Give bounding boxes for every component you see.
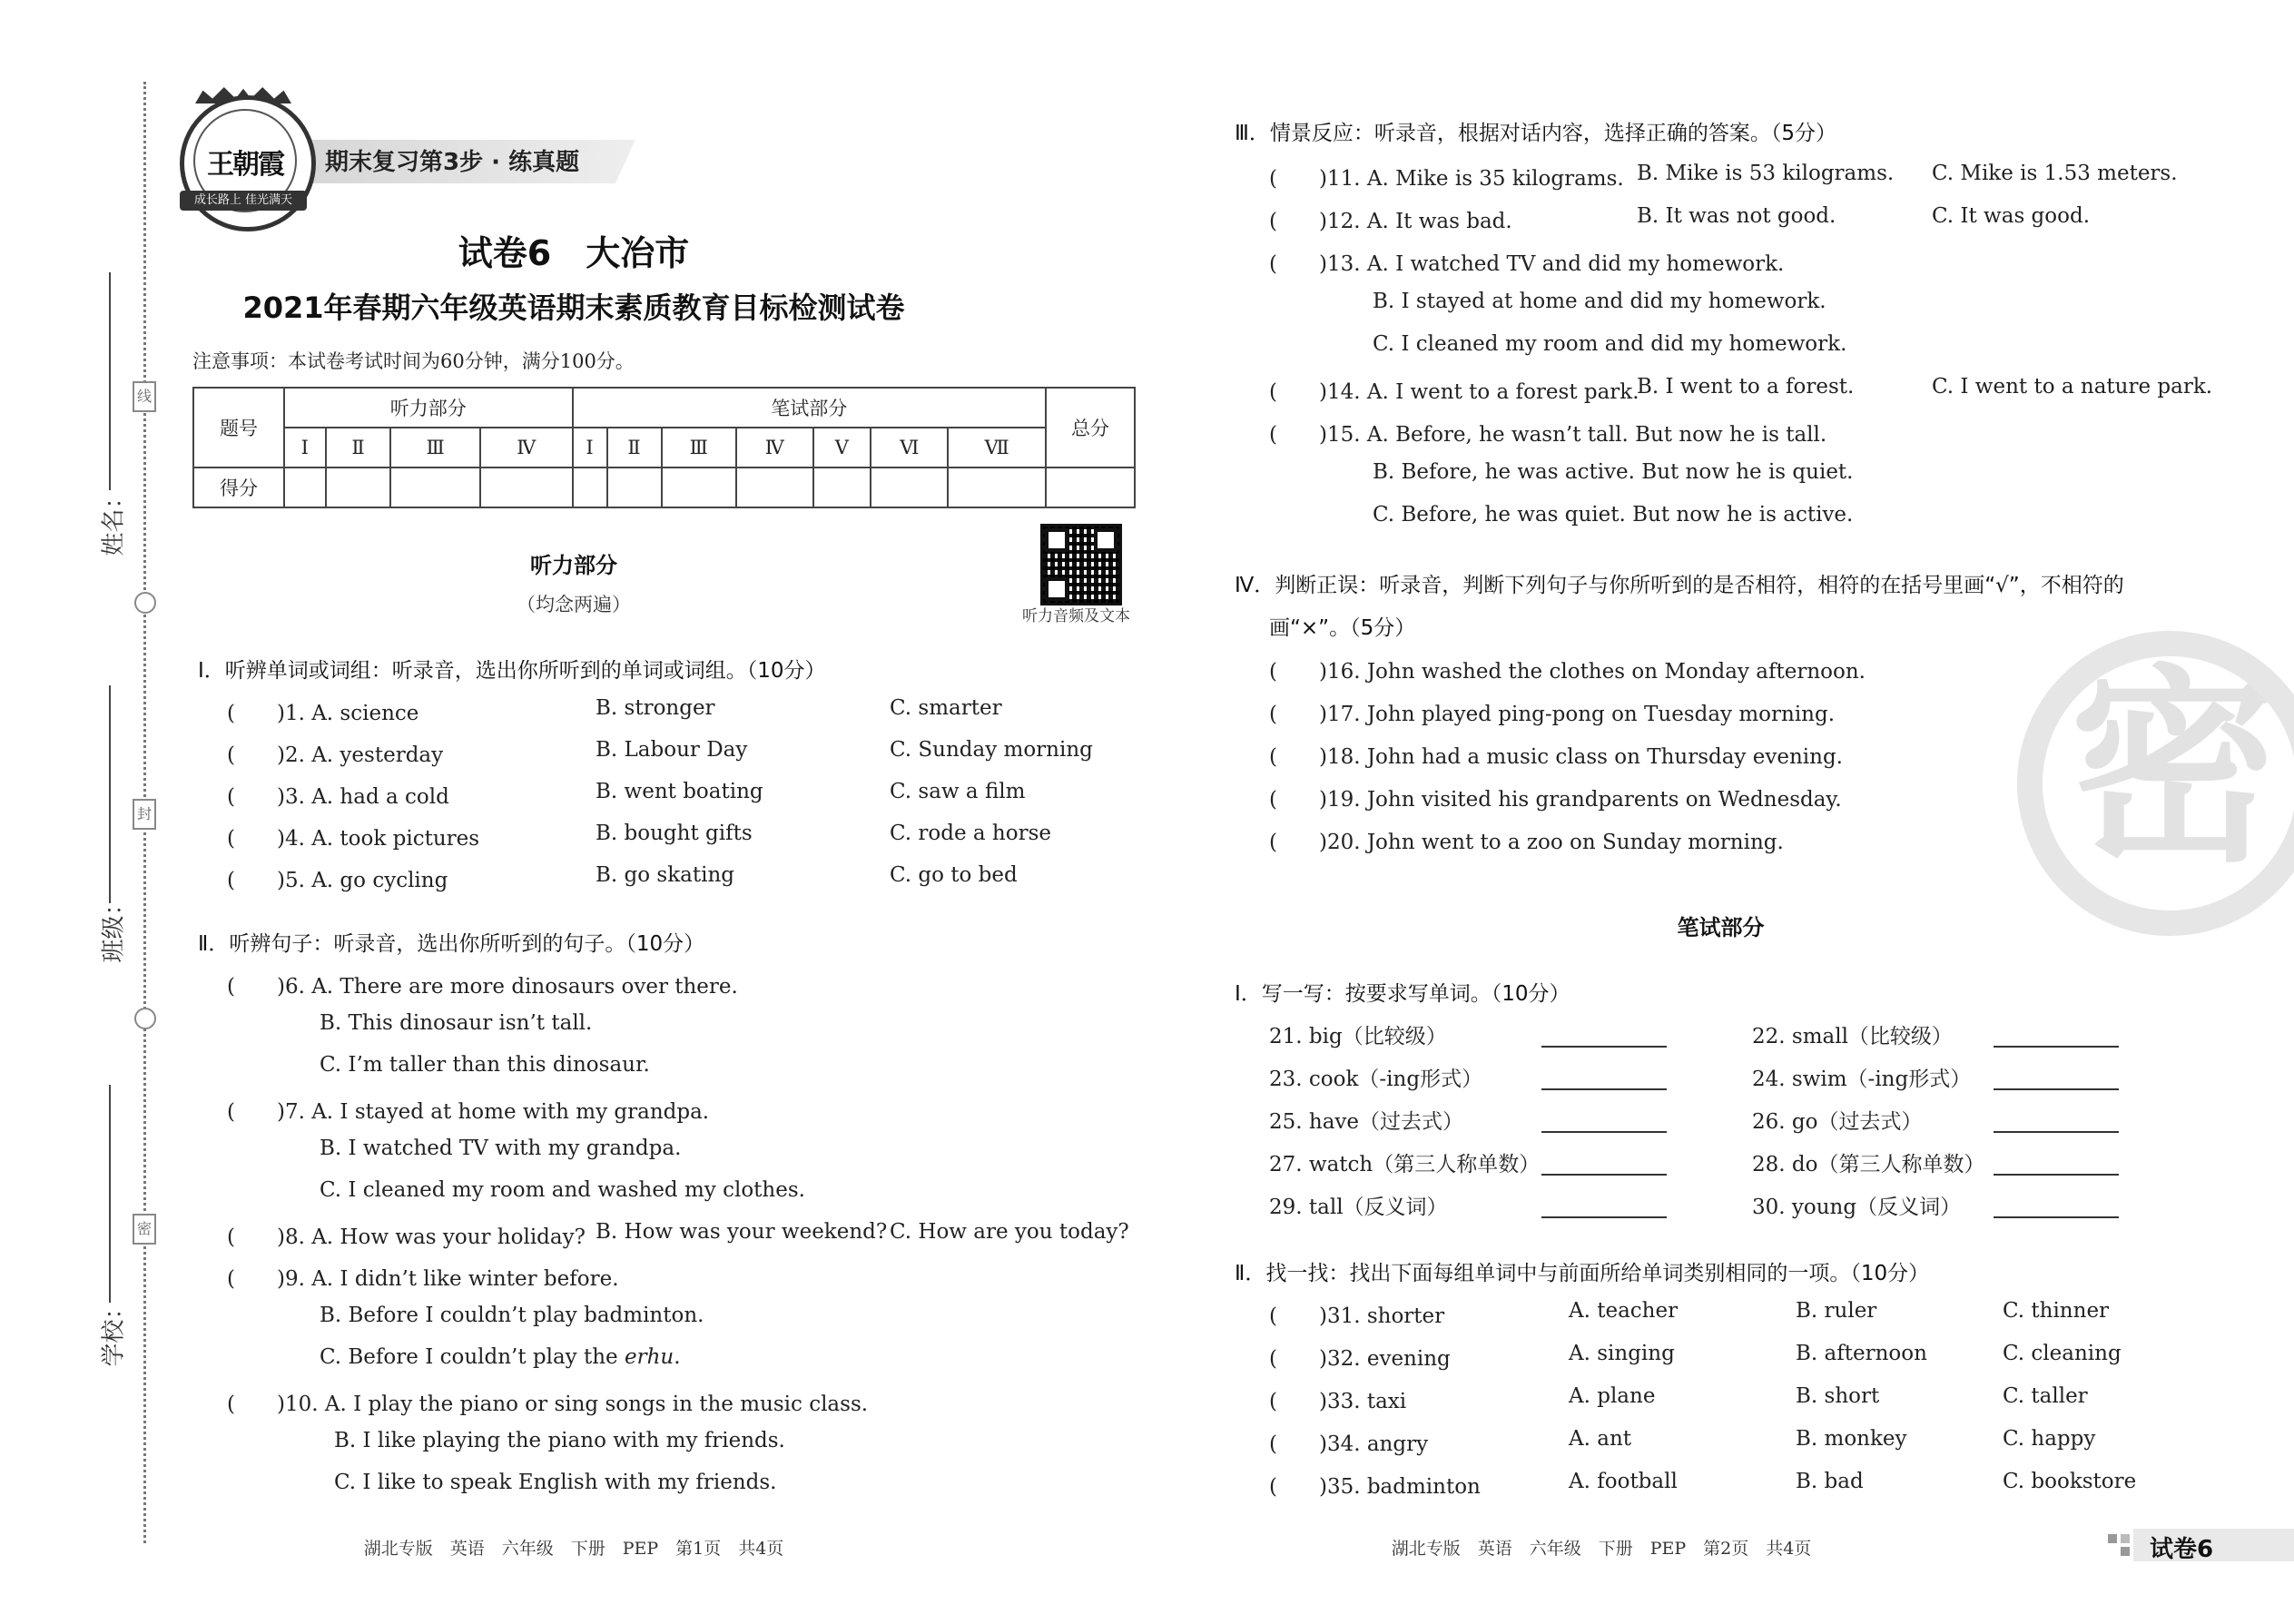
- q34-option-c: C. happy: [2003, 1427, 2096, 1451]
- q33-option-a: A. plane: [1569, 1384, 1656, 1408]
- q20: ( )20. John went to a zoo on Sunday morning.: [1269, 831, 1784, 854]
- paper-tab-label: 试卷6: [2150, 1536, 2214, 1563]
- q24-answer-blank[interactable]: [1994, 1088, 2119, 1090]
- q30-answer-blank[interactable]: [1994, 1216, 2119, 1218]
- q26-answer-blank[interactable]: [1994, 1131, 2119, 1133]
- q12-option-c: C. It was good.: [1932, 204, 2091, 228]
- qr-corner: [1094, 528, 1117, 552]
- q33-option-b: B. short: [1796, 1384, 1880, 1408]
- writing-part2-heading: Ⅱ．找一找：找出下面每组单词中与前面所给单词类别相同的一项。（10分）: [1235, 1262, 1930, 1285]
- q6-option-b: B. This dinosaur isn’t tall.: [320, 1011, 593, 1035]
- exam-subtitle: 2021年春期六年级英语期末素质教育目标检测试卷: [242, 290, 905, 325]
- score-col: Ⅳ: [736, 428, 813, 468]
- score-cell[interactable]: [662, 468, 736, 507]
- score-col: Ⅴ: [813, 428, 871, 468]
- q35-option-b: B. bad: [1796, 1470, 1864, 1493]
- q34-option-a: A. ant: [1569, 1427, 1631, 1451]
- cut-mark-2: 封: [133, 799, 156, 830]
- q6-option-c: C. I’m taller than this dinosaur.: [320, 1053, 650, 1077]
- qr-code[interactable]: [1040, 524, 1122, 605]
- score-cell[interactable]: [948, 468, 1046, 507]
- part4-heading-line1: Ⅳ．判断正误：听录音，判断下列句子与你所听到的是否相符，相符的在括号里画“√”，不相符的: [1235, 574, 2124, 597]
- q35-option-a: A. football: [1569, 1470, 1678, 1493]
- q35-option-c: C. bookstore: [2003, 1470, 2137, 1493]
- q31-stem: ( )31. shorter: [1269, 1304, 1445, 1328]
- q23-answer-blank[interactable]: [1541, 1088, 1667, 1090]
- q12-option-a: ( )12. A. It was bad.: [1269, 210, 1512, 233]
- q9-erhu: erhu: [624, 1345, 674, 1369]
- q5-option-c: C. go to bed: [890, 863, 1018, 887]
- q34-option-b: B. monkey: [1796, 1427, 1907, 1451]
- q14-option-c: C. I went to a nature park.: [1932, 375, 2213, 399]
- q8-option-a: ( )8. A. How was your holiday?: [227, 1225, 586, 1249]
- q29-answer-blank[interactable]: [1541, 1216, 1667, 1218]
- q33-option-c: C. taller: [2003, 1384, 2088, 1408]
- qr-corner: [1045, 528, 1068, 552]
- score-cell[interactable]: [573, 468, 607, 507]
- q2-stem: ( )2. A. yesterday: [227, 743, 444, 767]
- q2-option-c: C. Sunday morning: [890, 738, 1093, 762]
- qr-corner: [1045, 577, 1068, 601]
- q13-option-c: C. I cleaned my room and did my homework.: [1373, 332, 1847, 356]
- score-col: Ⅱ: [326, 428, 391, 468]
- exam-title: 试卷6 大冶市: [458, 233, 690, 273]
- q30-label: 30. young（反义词）: [1752, 1196, 1962, 1219]
- score-cell[interactable]: [871, 468, 948, 507]
- class-fill-line: [109, 685, 111, 903]
- q35-stem: ( )35. badminton: [1269, 1475, 1481, 1499]
- score-cell[interactable]: [607, 468, 662, 507]
- q32-stem: ( )32. evening: [1269, 1347, 1451, 1371]
- score-cell[interactable]: [480, 468, 573, 507]
- q29-label: 29. tall（反义词）: [1269, 1196, 1448, 1219]
- part1-heading: Ⅰ．听辨单词或词组：听录音，选出你所听到的单词或词组。（10分）: [198, 659, 826, 683]
- q10-option-c: C. I like to speak English with my friends.: [334, 1471, 777, 1494]
- part3-heading: Ⅲ．情景反应：听录音，根据对话内容，选择正确的答案。（5分）: [1235, 122, 1836, 145]
- q21-label: 21. big（比较级）: [1269, 1025, 1447, 1048]
- q13-option-a: ( )13. A. I watched TV and did my homework.: [1269, 252, 1785, 276]
- score-total-header: 总分: [1046, 388, 1135, 468]
- part4-heading-line2: 画“×”。（5分）: [1269, 616, 1416, 640]
- score-cell[interactable]: [390, 468, 479, 507]
- score-table: [192, 387, 1136, 508]
- score-row-label-score: 得分: [193, 468, 284, 507]
- q3-option-c: C. saw a film: [890, 780, 1026, 803]
- q26-label: 26. go（过去式）: [1752, 1110, 1923, 1134]
- q22-answer-blank[interactable]: [1994, 1046, 2119, 1048]
- q25-answer-blank[interactable]: [1541, 1131, 1667, 1133]
- q15-option-c: C. Before, he was quiet. But now he is active.: [1373, 503, 1854, 527]
- q10-option-b: B. I like playing the piano with my friends.: [334, 1429, 785, 1452]
- q22-label: 22. small（比较级）: [1752, 1025, 1953, 1048]
- q27-answer-blank[interactable]: [1541, 1174, 1667, 1176]
- q9-option-a: ( )9. A. I didn’t like winter before.: [227, 1267, 619, 1291]
- score-cell[interactable]: [326, 468, 391, 507]
- q19: ( )19. John visited his grandparents on Wednesday.: [1269, 788, 1842, 812]
- q4-option-b: B. bought gifts: [596, 822, 753, 845]
- q1-option-b: B. stronger: [596, 696, 715, 720]
- listening-title: 听力部分: [530, 553, 617, 578]
- score-col: Ⅶ: [948, 428, 1046, 468]
- score-col: Ⅰ: [573, 428, 607, 468]
- score-col: Ⅵ: [871, 428, 948, 468]
- q11-option-c: C. Mike is 1.53 meters.: [1932, 162, 2178, 185]
- score-cell[interactable]: [813, 468, 871, 507]
- q3-stem: ( )3. A. had a cold: [227, 785, 449, 809]
- q9-period: .: [674, 1345, 681, 1369]
- score-col: Ⅰ: [284, 428, 326, 468]
- q7-option-a: ( )7. A. I stayed at home with my grandpa.: [227, 1100, 710, 1124]
- q7-option-b: B. I watched TV with my grandpa.: [320, 1137, 682, 1160]
- banner-text: 期末复习第3步 · 练真题: [325, 149, 580, 176]
- binding-hole-2: [134, 1008, 156, 1029]
- q15-option-a: ( )15. A. Before, he wasn’t tall. But now he is tall.: [1269, 423, 1827, 447]
- q12-option-b: B. It was not good.: [1637, 204, 1836, 228]
- q31-option-c: C. thinner: [2003, 1299, 2110, 1323]
- score-cell[interactable]: [1046, 468, 1135, 507]
- part2-heading: Ⅱ．听辨句子：听录音，选出你所听到的句子。（10分）: [198, 932, 705, 956]
- score-writing-header: 笔试部分: [573, 388, 1047, 428]
- q4-option-c: C. rode a horse: [890, 822, 1051, 845]
- writing-title: 笔试部分: [1677, 915, 1765, 940]
- q14-option-a: ( )14. A. I went to a forest park.: [1269, 380, 1639, 404]
- q4-stem: ( )4. A. took pictures: [227, 827, 480, 851]
- q6-option-a: ( )6. A. There are more dinosaurs over there.: [227, 975, 738, 999]
- q8-option-c: C. How are you today?: [890, 1220, 1129, 1244]
- q8-option-b: B. How was your weekend?: [596, 1220, 888, 1244]
- q18: ( )18. John had a music class on Thursday evening.: [1269, 745, 1843, 769]
- score-col: Ⅳ: [480, 428, 573, 468]
- q11-option-b: B. Mike is 53 kilograms.: [1637, 162, 1895, 185]
- q9-option-c-text: C. Before I couldn’t play the: [320, 1345, 625, 1369]
- q25-label: 25. have（过去式）: [1269, 1110, 1464, 1134]
- q34-stem: ( )34. angry: [1269, 1432, 1429, 1456]
- q1-stem: ( )1. A. science: [227, 702, 419, 725]
- q31-option-a: A. teacher: [1569, 1299, 1679, 1323]
- score-col: Ⅱ: [607, 428, 662, 468]
- q9-option-c: [320, 1345, 681, 1369]
- score-cell[interactable]: [736, 468, 813, 507]
- logo-text: 王朝霞: [207, 149, 283, 181]
- q21-answer-blank[interactable]: [1541, 1046, 1667, 1048]
- q32-option-b: B. afternoon: [1796, 1342, 1927, 1365]
- q32-option-c: C. cleaning: [2003, 1342, 2122, 1365]
- q7-option-c: C. I cleaned my room and washed my clothes.: [320, 1178, 805, 1202]
- listening-note: （均念两遍）: [517, 594, 631, 615]
- writing-part1-heading: Ⅰ．写一写：按要求写单词。（10分）: [1235, 982, 1570, 1006]
- q33-stem: ( )33. taxi: [1269, 1390, 1407, 1413]
- q10-option-a: ( )10. A. I play the piano or sing songs in the music class.: [227, 1393, 869, 1416]
- stamp-glyph: 密: [2070, 648, 2279, 891]
- confidential-stamp: [2017, 631, 2294, 936]
- class-label: 班级：: [100, 891, 128, 963]
- score-cell[interactable]: [284, 468, 326, 507]
- q28-label: 28. do（第三人称单数）: [1752, 1153, 1985, 1176]
- q5-stem: ( )5. A. go cycling: [227, 869, 448, 892]
- score-row-label-number: 题号: [193, 388, 284, 468]
- name-label: 姓名：: [100, 485, 128, 556]
- brand-logo: [180, 95, 316, 231]
- q14-option-b: B. I went to a forest.: [1637, 375, 1855, 399]
- q32-option-a: A. singing: [1569, 1342, 1675, 1365]
- q24-label: 24. swim（-ing形式）: [1752, 1068, 1972, 1091]
- school-fill-line: [109, 1085, 111, 1303]
- q11-option-a: ( )11. A. Mike is 35 kilograms.: [1269, 167, 1624, 191]
- q17: ( )17. John played ping-pong on Tuesday morning.: [1269, 703, 1836, 726]
- q27-label: 27. watch（第三人称单数）: [1269, 1153, 1541, 1176]
- score-col: Ⅲ: [390, 428, 479, 468]
- footer-left: 湖北专版 英语 六年级 下册 PEP 第1页 共4页: [363, 1539, 784, 1559]
- cut-mark-3: 密: [133, 1214, 156, 1245]
- q23-label: 23. cook（-ing形式）: [1269, 1068, 1483, 1091]
- q31-option-b: B. ruler: [1796, 1299, 1877, 1323]
- q28-answer-blank[interactable]: [1994, 1174, 2119, 1176]
- score-col: Ⅲ: [662, 428, 736, 468]
- q2-option-b: B. Labour Day: [596, 738, 748, 762]
- q16: ( )16. John washed the clothes on Monday afternoon.: [1269, 660, 1866, 684]
- q13-option-b: B. I stayed at home and did my homework.: [1373, 290, 1826, 313]
- q15-option-b: B. Before, he was active. But now he is quiet.: [1373, 460, 1854, 484]
- corner-pattern-icon: [2108, 1534, 2130, 1556]
- q1-option-c: C. smarter: [890, 696, 1002, 720]
- cut-mark-1: 线: [133, 381, 156, 412]
- score-listening-header: 听力部分: [284, 388, 573, 428]
- school-label: 学校：: [100, 1295, 128, 1367]
- exam-notice: 注意事项：本试卷考试时间为60分钟，满分100分。: [192, 350, 635, 372]
- q5-option-b: B. go skating: [596, 863, 734, 887]
- q3-option-b: B. went boating: [596, 780, 763, 803]
- footer-right: 湖北专版 英语 六年级 下册 PEP 第2页 共4页: [1391, 1539, 1812, 1559]
- q9-option-b: B. Before I couldn’t play badminton.: [320, 1304, 704, 1327]
- logo-ribbon: 成长路上 佳光满天: [180, 191, 307, 211]
- qr-caption: 听力音频及文本: [1022, 607, 1130, 625]
